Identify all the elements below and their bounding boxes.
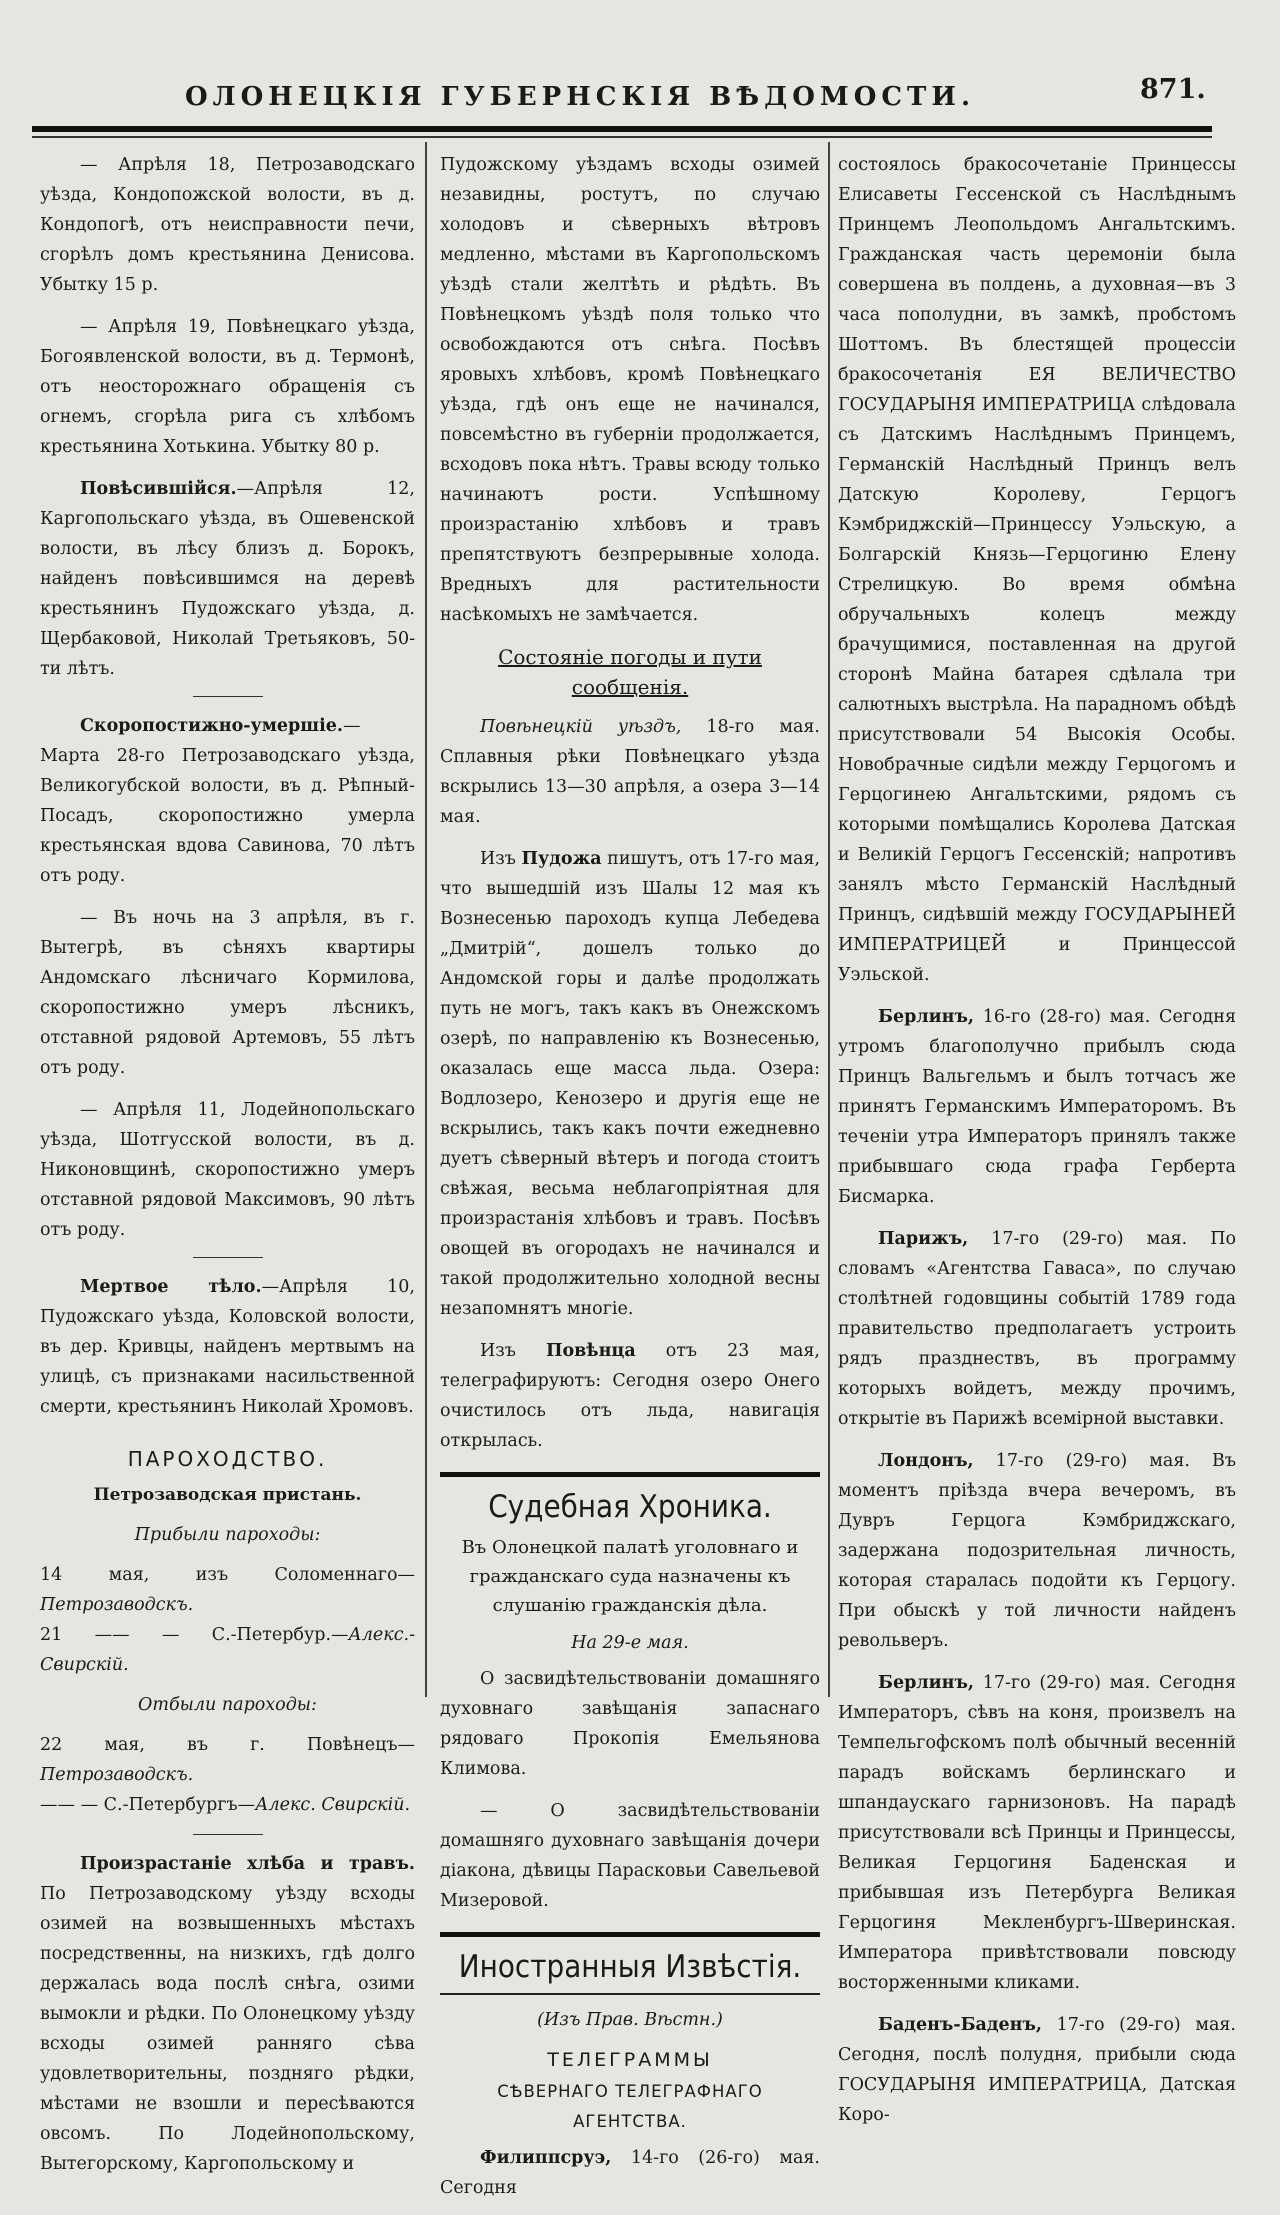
- court-case: О засвидѣтельствованіи домашняго духовнаго завѣщанія запаснаго рядоваго Прокопія Емельянова Климова.: [440, 1669, 820, 1779]
- item-lead: Произрастаніе хлѣба и травъ.: [80, 1854, 415, 1874]
- schedule-row: 22 мая, въ г. Повѣнецъ—Петрозаводскъ.: [40, 1735, 415, 1785]
- weather-heading: Состояніе погоды и пути сообщенія.: [498, 645, 762, 699]
- news-item: — Въ ночь на 3 апрѣля, въ г. Вытегрѣ, въ сѣняхъ квартиры Андомскаго лѣсничаго Кормилова, скоропостижно умеръ лѣсникъ, отставной рядовой Артемовъ, 55 лѣтъ отъ роду.: [40, 908, 415, 1078]
- header-rule: [32, 126, 1212, 132]
- masthead-title: ОЛОНЕЦКІЯ ГУБЕРНСКІЯ ВѢДОМОСТИ.: [185, 82, 975, 112]
- separator: [193, 696, 263, 697]
- court-case: — О засвидѣтельствованіи домашняго духовнаго завѣщанія дочери діакона, дѣвицы Парасковьи Савельевой Мизеровой.: [440, 1801, 820, 1911]
- item-lead: Пудожа: [521, 849, 602, 869]
- news-item: [838, 1002, 1236, 1212]
- separator: [193, 1834, 263, 1835]
- section-rule: [440, 1472, 820, 1477]
- schedule-row: 21 —— — С.-Петербур.—Алекс.-Свирскій.: [40, 1625, 415, 1675]
- news-item: — Апрѣля 19, Повѣнецкаго уѣзда, Богоявленской волости, въ д. Термонѣ, отъ неосторожнаго обращенія съ огнемъ, сгорѣла рига съ хлѣбомъ крестьянина Хотькина. Убытку 80 р.: [40, 317, 415, 457]
- item-lead: Филиппсруэ,: [480, 2148, 612, 2168]
- pier-name: Петрозаводская пристань.: [93, 1485, 362, 1505]
- item-text: —Апрѣля 12, Каргопольскаго уѣзда, въ Ошевенской волости, въ лѣсу близъ д. Борокъ, найденъ повѣсившимся на деревѣ крестьянинъ Пудожскаго уѣзда, д. Щербаковой, Николай Третьяковъ, 50-ти лѣтъ.: [40, 479, 415, 679]
- item-text: 16-го (28-го) мая. Сегодня утромъ благополучно прибылъ сюда Принцъ Вальгельмъ и былъ тотчасъ же принятъ Германскимъ Императоромъ. Въ теченіи утра Императоръ принялъ также прибывшаго сюда графа Герберта Бисмарка.: [838, 1007, 1236, 1207]
- news-item: [40, 474, 415, 684]
- item-text: 17-го (29-го) мая. По словамъ «Агентства Гаваса», по случаю столѣтней годовщины событій 1789 года правительство предполагаетъ устроить рядъ празднествъ, въ программу которыхъ войдетъ, между прочимъ, открытіе въ Парижѣ всемірной выставки.: [838, 1229, 1236, 1429]
- telegrams-heading: ТЕЛЕГРАММЫ: [547, 2049, 713, 2071]
- separator: [193, 1257, 263, 1258]
- news-item: состоялось бракосочетаніе Принцессы Елисаветы Гессенской съ Наслѣднымъ Принцемъ Леопольдомъ Ангальтскимъ. Гражданская часть церемоніи была совершена въ полдень, а духовная—въ 3 часа пополудни, въ замкѣ, пробстомъ Шоттомъ. Въ блестящей процессіи бракосочетанія ЕЯ ВЕЛИЧЕСТВО ГОСУДАРЫНЯ ИМПЕРАТРИЦА слѣдовала съ Датскимъ Наслѣднымъ Принцемъ, Германскій Наслѣдный Принцъ велъ Датскую Королеву, Герцогъ Кэмбриджскій—Принцессу Уэльскую, а Болгарскій Князь—Герцогиню Елену Стрелицкую. Во время обмѣна обручальныхъ колецъ между брачущимися, поставленная на другой сторонѣ Майна батарея сдѣлала три салютныхъ выстрѣла. На парадномъ обѣдѣ присутствовали 54 Высокія Особы. Новобрачные сидѣли между Герцогомъ и Герцогинею Ангальтскими, рядомъ съ которыми помѣщались Королева Датская и Великій Герцогъ Гессенскій; напротивъ занялъ мѣсто Германскій Наслѣдный Принцъ, сидѣвшій между ГОСУДАРЫНЕЙ ИМПЕРАТРИЦЕЙ и Принцессой Уэльской.: [838, 155, 1236, 985]
- foreign-source: (Изъ Прав. Вѣстн.): [537, 2010, 723, 2030]
- column-3: [838, 150, 1236, 2142]
- item-text: По Петрозаводскому уѣзду всходы озимей на возвышенныхъ мѣстахъ посредственны, на низкихъ, гдѣ долго держалась вода послѣ снѣга, озими вымокли и рѣдки. По Олонецкому уѣзду всходы озимей ранняго сѣва удовлетворительны, поздняго рѣдки, мѣстами не взошли и пересѣваются овсомъ. По Лодейнопольскому, Вытегорскому, Каргопольскому и: [40, 1884, 415, 2174]
- arrived-label: Прибыли пароходы:: [134, 1525, 321, 1545]
- news-item: Изъ Повѣнца отъ 23 мая, телеграфируютъ: Сегодня озеро Онего очистилось отъ льда, навигація открылась.: [440, 1341, 820, 1451]
- header-rule-thin: [32, 136, 1212, 138]
- news-item: — Апрѣля 18, Петрозаводскаго уѣзда, Кондопожской волости, въ д. Кондопогѣ, отъ неисправности печи, сгорѣлъ домъ крестьянина Денисова. Убытку 15 р.: [40, 155, 415, 295]
- news-item: [440, 712, 820, 832]
- item-text: 17-го (29-го) мая. Въ моментъ пріѣзда вчера вечеромъ, въ Дувръ Герцога Кэмбриджскаго, задержана подозрительная личность, которая старалась подойти къ Герцогу. При обыскѣ у той личности найденъ револьверъ.: [838, 1451, 1236, 1651]
- column-2: [440, 150, 820, 2215]
- court-notice: Въ Олонецкой палатѣ уголовнаго и гражданскаго суда назначены къ слушанію гражданскія дѣла.: [461, 1537, 799, 1616]
- item-text: 18-го мая. Сплавныя рѣки Повѣнецкаго уѣзда вскрылись 13—30 апрѣля, а озера 3—14 мая.: [440, 717, 820, 827]
- item-lead: Парижъ,: [878, 1229, 969, 1249]
- item-lead: Повѣнецкій уѣздъ,: [480, 717, 682, 737]
- item-text: пишутъ, отъ 17-го мая, что вышедшій изъ Шалы 12 мая къ Вознесенью пароходъ купца Лебедева „Дмитрій“, дошелъ только до Андомской горы и далѣе продолжать путь не могъ, такъ какъ въ Онежскомъ озерѣ, по направленію къ Вознесенью, оказалась еще масса льда. Озера: Водлозеро, Кенозеро и другія еще не вскрылись, такъ какъ почти ежедневно дуетъ сѣверный вѣтеръ и погода стоитъ свѣжая, весьма неблагопріятная для произрастанія хлѣбовъ и травъ. Посѣвъ овощей въ огородахъ не начинался и такой продолжительно холодной весны незапомнятъ многіе.: [440, 849, 821, 1319]
- court-date: На 29-е мая.: [571, 1633, 689, 1653]
- item-lead: Лондонъ,: [878, 1451, 974, 1471]
- court-heading: Судебная Хроника.: [488, 1489, 772, 1525]
- item-text: 17-го (29-го) мая. Сегодня, послѣ полудня, прибыли сюда ГОСУДАРЫНЯ ИМПЕРАТРИЦА, Датская Коро-: [838, 2015, 1236, 2125]
- schedule-row: —— — С.-Петербургъ—Алекс. Свирскій.: [40, 1795, 411, 1815]
- item-lead: Берлинъ,: [878, 1007, 974, 1027]
- item-lead: Берлинъ,: [878, 1673, 974, 1693]
- item-lead: Баденъ-Баденъ,: [878, 2015, 1043, 2035]
- news-item: Пудожскому уѣздамъ всходы озимей незавидны, ростутъ, по случаю холодовъ и сѣверныхъ вѣтровъ медленно, мѣстами въ Каргопольскомъ уѣздѣ стали желтѣть и рѣдѣть. Въ Повѣнецкомъ уѣздѣ поля только что освобождаются отъ снѣга. Посѣвъ яровыхъ хлѣбовъ, кромѣ Повѣнецкаго уѣзда, гдѣ онъ еще не начинался, повсемѣстно въ губерніи продолжается, всходовъ пока нѣтъ. Травы всюду только начинаютъ рости. Успѣшному произрастанію хлѣбовъ и травъ препятствуютъ безпрерывные холода. Вредныхъ для растительности насѣкомыхъ не замѣчается.: [440, 155, 820, 625]
- news-item: [838, 1224, 1236, 1434]
- page-number: 871.: [1140, 74, 1206, 105]
- item-lead: Повѣсившійся.: [80, 479, 237, 499]
- news-item: [40, 1849, 415, 2179]
- item-text: отъ 23 мая, телеграфируютъ: Сегодня озеро Онего очистилось отъ льда, навигація открылась.: [440, 1341, 820, 1451]
- column-divider: [425, 142, 427, 1697]
- section-rule: [440, 1932, 820, 1937]
- schedule-row: 14 мая, изъ Соломеннаго—Петрозаводскъ.: [40, 1565, 415, 1615]
- agency-name: СѢВЕРНАГО ТЕЛЕГРАФНАГО АГЕНТСТВА.: [497, 2082, 763, 2131]
- news-item: [40, 711, 415, 891]
- news-item: Изъ Пудожа пишутъ, отъ 17-го мая, что вышедшій изъ Шалы 12 мая къ Вознесенью пароходъ купца Лебедева „Дмитрій“, дошелъ только до Андомской горы и далѣе продолжать путь не могъ, такъ какъ въ Онежскомъ озерѣ, по направленію къ Вознесенью, оказалась еще масса льда. Озера: Водлозеро, Кенозеро и другія еще не вскрылись, такъ какъ почти ежедневно дуетъ сѣверный вѣтеръ и погода стоитъ свѣжая, весьма неблагопріятная для произрастанія хлѣбовъ и травъ. Посѣвъ овощей въ огородахъ не начинался и такой продолжительно холодной весны незапомнятъ многіе.: [440, 849, 821, 1319]
- departed-label: Отбыли пароходы:: [138, 1695, 317, 1715]
- foreign-news-heading: Иностранныя Извѣстія.: [458, 1949, 802, 1985]
- column-1: [40, 150, 415, 2191]
- news-item: [838, 1668, 1236, 1998]
- news-item: [838, 2010, 1236, 2130]
- item-text: 14-го (26-го) мая. Сегодня: [440, 2148, 820, 2198]
- item-lead: Мертвое тѣло.: [80, 1277, 262, 1297]
- item-text: 17-го (29-го) мая. Сегодня Императоръ, сѣвъ на коня, произвелъ на Темпельгофскомъ полѣ обычный весенній парадъ войскамъ берлинскаго и шпандаускаго гарнизоновъ. На парадѣ присутствовали всѣ Принцы и Принцессы, Великая Герцогиня Баденская и прибывшая изъ Петербурга Великая Герцогиня Мекленбургъ-Шверинская. Императора привѣтствовали повсюду восторженными кликами.: [838, 1673, 1236, 1993]
- news-item: — Апрѣля 11, Лодейнопольскаго уѣзда, Шотгусской волости, въ д. Никоновщинѣ, скоропостижно умеръ отставной рядовой Максимовъ, 90 лѣтъ отъ роду.: [40, 1100, 415, 1240]
- item-text: —Марта 28-го Петрозаводскаго уѣзда, Великогубской волости, въ д. Рѣпный-Посадъ, скоропостижно умерла крестьянская вдова Савинова, 70 лѣтъ отъ роду.: [40, 716, 415, 886]
- item-lead: Скоропостижно-умершіе.: [80, 716, 343, 736]
- news-item: [40, 1272, 415, 1422]
- news-item: [440, 2143, 820, 2203]
- column-divider: [828, 142, 830, 1697]
- section-rule-thin: [440, 1993, 820, 1995]
- shipping-heading: ПАРОХОДСТВО.: [127, 1447, 328, 1471]
- news-item: [838, 1446, 1236, 1656]
- item-lead: Повѣнца: [545, 1341, 636, 1361]
- item-text: —Апрѣля 10, Пудожскаго уѣзда, Коловской волости, въ дер. Кривцы, найденъ мертвымъ на улицѣ, съ признаками насильственной смерти, крестьянинъ Николай Хромовъ.: [40, 1277, 415, 1417]
